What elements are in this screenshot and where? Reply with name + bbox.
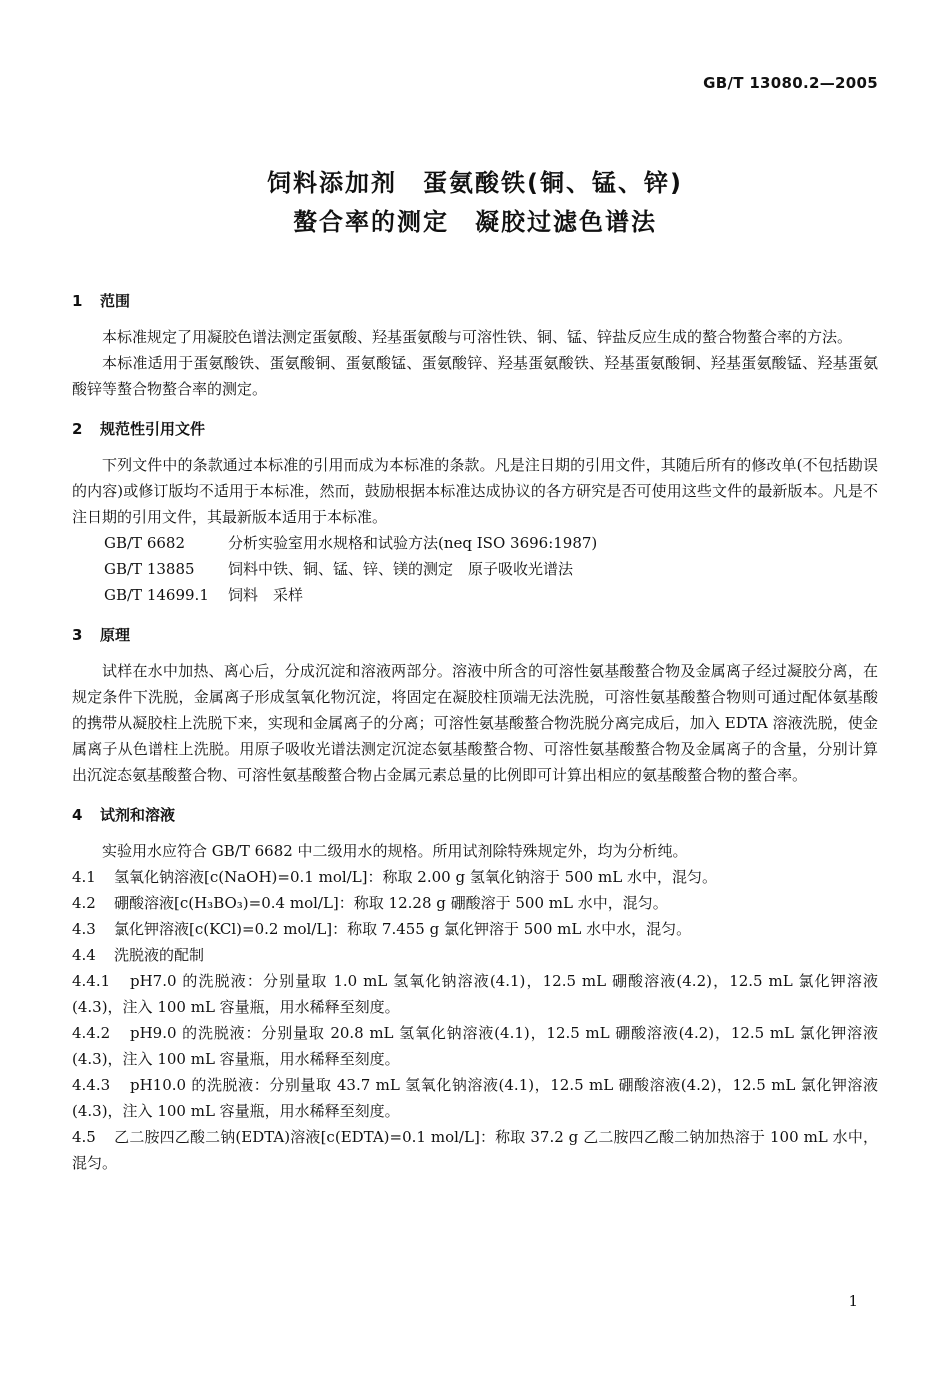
reference-code: GB/T 14699.1 [104,586,209,604]
clause-text: 乙二胺四乙酸二钠(EDTA)溶液[c(EDTA)=0.1 mol/L]：称取 37.2 g 乙二胺四乙酸二钠加热溶于 100 mL 水中，混匀。 [72,1128,878,1172]
clause-text: pH9.0 的洗脱液：分别量取 20.8 mL 氢氧化钠溶液(4.1)，12.5 mL 硼酸溶液(4.2)，12.5 mL 氯化钾溶液(4.3)，注入 100 mL 容量瓶，用水稀释至刻度。 [72,1024,878,1068]
standard-code: GB/T 13080.2—2005 [703,74,878,92]
clause-text: 氢氧化钠溶液[c(NaOH)=0.1 mol/L]：称取 2.00 g 氢氧化钠溶于 500 mL 水中，混匀。 [114,868,717,886]
clause-4-4-2 [72,1020,878,1072]
paragraph: 本标准适用于蛋氨酸铁、蛋氨酸铜、蛋氨酸锰、蛋氨酸锌、羟基蛋氨酸铁、羟基蛋氨酸铜、羟基蛋氨酸锰、羟基蛋氨酸锌等螯合物螯合率的测定。 [72,354,878,398]
page-number: 1 [848,1292,858,1310]
paragraph: 本标准规定了用凝胶色谱法测定蛋氨酸、羟基蛋氨酸与可溶性铁、铜、锰、锌盐反应生成的螯合物螯合率的方法。 [102,328,853,346]
section-title: 规范性引用文件 [100,420,206,438]
reference-item [72,582,878,608]
paragraph: 试样在水中加热、离心后，分成沉淀和溶液两部分。溶液中所含的可溶性氨基酸螯合物及金属离子经过凝胶分离，在规定条件下洗脱，金属离子形成氢氧化物沉淀，将固定在凝胶柱顶端无法洗脱，可溶性氨基酸螯合物则可通过配体氨基酸的携带从凝胶柱上洗脱下来，实现和金属离子的分离；可溶性氨基酸螯合物洗脱分离完成后，加入 EDTA 溶液洗脱，使金属离子从色谱柱上洗脱。用原子吸收光谱法测定沉淀态氨基酸螯合物、可溶性氨基酸螯合物及金属离子的含量，分别计算出沉淀态氨基酸螯合物、可溶性氨基酸螯合物占金属元素总量的比例即可计算出相应的氨基酸螯合物的螯合率。 [72,662,878,784]
reference-item [72,530,878,556]
clause-number: 4.4 [72,946,96,964]
document-title-line-1: 饲料添加剂 蛋氨酸铁(铜、锰、锌) [267,169,683,197]
section-number: 2 [72,420,83,438]
clause-number: 4.4.3 [72,1076,111,1094]
section-title: 试剂和溶液 [100,806,176,824]
clause-text: 硼酸溶液[c(H₃BO₃)=0.4 mol/L]：称取 12.28 g 硼酸溶于 500 mL 水中，混匀。 [114,894,668,912]
clause-4-5 [72,1124,878,1176]
clause-number: 4.3 [72,920,96,938]
reference-code: GB/T 13885 [104,560,195,578]
clause-text: pH7.0 的洗脱液：分别量取 1.0 mL 氢氧化钠溶液(4.1)，12.5 mL 硼酸溶液(4.2)，12.5 mL 氯化钾溶液(4.3)，注入 100 mL 容量瓶，用水稀释至刻度。 [72,972,878,1016]
clause-number: 4.4.1 [72,972,111,990]
clause-4-2 [72,890,878,916]
clause-number: 4.1 [72,868,96,886]
paragraph: 下列文件中的条款通过本标准的引用而成为本标准的条款。凡是注日期的引用文件，其随后所有的修改单(不包括勘误的内容)或修订版均不适用于本标准，然而，鼓励根据本标准达成协议的各方研究是否可使用这些文件的最新版本。凡是不注日期的引用文件，其最新版本适用于本标准。 [72,456,878,526]
clause-4-3 [72,916,878,942]
clause-number: 4.4.2 [72,1024,111,1042]
document-title-line-2: 螯合率的测定 凝胶过滤色谱法 [293,208,657,236]
section-number: 3 [72,626,83,644]
section-heading-scope [72,288,878,314]
clause-4-4 [72,942,878,968]
reference-title: 饲料中铁、铜、锰、锌、镁的测定 原子吸收光谱法 [228,560,574,578]
clause-number: 4.2 [72,894,96,912]
section-title: 范围 [100,292,131,310]
paragraph: 实验用水应符合 GB/T 6682 中二级用水的规格。所用试剂除特殊规定外，均为分析纯。 [102,842,688,860]
section-number: 1 [72,292,83,310]
clause-number: 4.5 [72,1128,96,1146]
reference-title: 分析实验室用水规格和试验方法(neq ISO 3696:1987) [228,534,598,552]
clause-4-1 [72,864,878,890]
clause-4-4-1 [72,968,878,1020]
document-body [72,288,878,1176]
reference-title: 饲料 采样 [228,586,304,604]
section-heading-reagents [72,802,878,828]
clause-4-4-3 [72,1072,878,1124]
section-number: 4 [72,806,83,824]
section-heading-normative-references [72,416,878,442]
clause-text: pH10.0 的洗脱液：分别量取 43.7 mL 氢氧化钠溶液(4.1)，12.5 mL 硼酸溶液(4.2)，12.5 mL 氯化钾溶液(4.3)，注入 100 mL 容量瓶，用水稀释至刻度。 [72,1076,878,1120]
clause-text: 氯化钾溶液[c(KCl)=0.2 mol/L]：称取 7.455 g 氯化钾溶于 500 mL 水中水，混匀。 [114,920,692,938]
section-title: 原理 [100,626,131,644]
reference-code: GB/T 6682 [104,534,186,552]
section-heading-principle [72,622,878,648]
clause-text: 洗脱液的配制 [114,946,205,964]
reference-item [72,556,878,582]
